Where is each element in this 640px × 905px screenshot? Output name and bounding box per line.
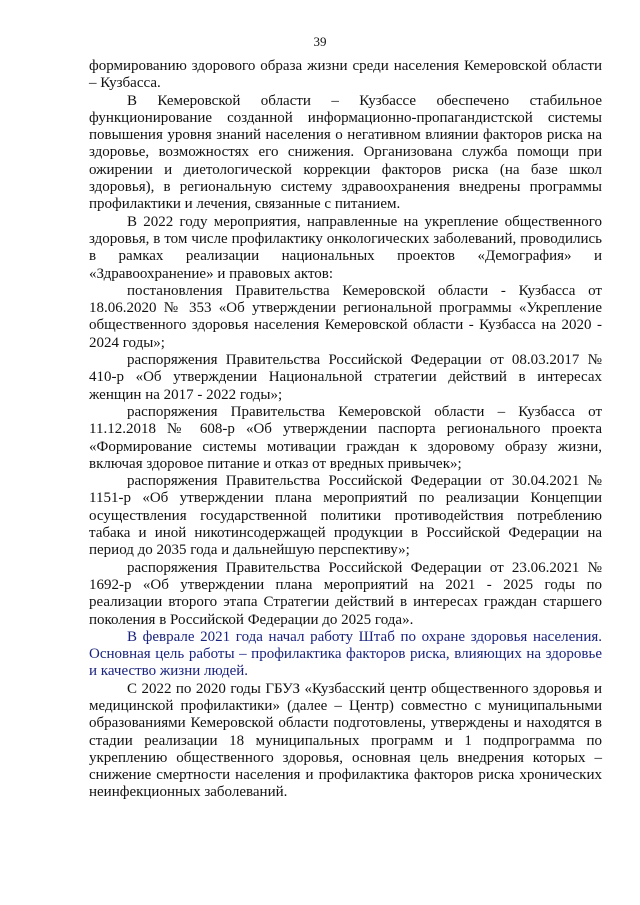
paragraph-2: В Кемеровской области – Кузбассе обеспечено стабильное функционирование созданной информационно-пропагандистской системы повышения уровня знаний населения о негативном влиянии факторов риска на здоровье, возможностях его снижения. Организована служба помощи при ожирении и диетологической коррекции факторов риска (на базе школ здоровья), в региональную систему здравоохранения внедрены программы профилактики и лечения, связанные с питанием.: [89, 92, 602, 213]
paragraph-4: постановления Правительства Кемеровской области - Кузбасса от 18.06.2020 № 353 «Об утверждении региональной программы «Укрепление общественного здоровья населения Кемеровской области - Кузбасса на 2020 - 2024 годы»;: [89, 282, 602, 351]
paragraph-10: С 2022 по 2020 годы ГБУЗ «Кузбасский центр общественного здоровья и медицинской профилактики» (далее – Центр) совместно с муниципальными образованиями Кемеровской области подготовлены, утверждены и находятся в стадии реализации 18 муниципальных программ и 1 подпрограмма по укреплению общественного здоровья, основная цель внедрения которых – снижение смертности населения и профилактика факторов риска хронических неинфекционных заболеваний.: [89, 680, 602, 801]
paragraph-7: распоряжения Правительства Российской Федерации от 30.04.2021 № 1151-р «Об утверждении плана мероприятий по реализации Концепции осуществления государственной политики противодействия потреблению табака и иной никотинсодержащей продукции в Российской Федерации на период до 2035 года и дальнейшую перспективу»;: [89, 473, 602, 559]
page-number: 39: [313, 34, 327, 49]
paragraph-8: распоряжения Правительства Российской Федерации от 23.06.2021 № 1692-р «Об утверждении плана мероприятий на 2021 - 2025 годы по реализации второго этапа Стратегии действий в интересах граждан старшего поколения в Российской Федерации до 2025 года».: [89, 559, 602, 628]
paragraph-9: В феврале 2021 года начал работу Штаб по охране здоровья населения. Основная цель работы – профилактика факторов риска, влияющих на здоровье и качество жизни людей.: [89, 628, 602, 680]
paragraph-3: В 2022 году мероприятия, направленные на укрепление общественного здоровья, в том числе профилактику онкологических заболеваний, проводились в рамках реализации национальных проектов «Демография» и «Здравоохранение» и правовых актов:: [89, 213, 602, 282]
paragraph-1: формированию здорового образа жизни среди населения Кемеровской области – Кузбасса.: [89, 58, 602, 92]
page-body: [89, 58, 602, 802]
paragraph-6: распоряжения Правительства Кемеровской области – Кузбасса от 11.12.2018 № 608-р «Об утверждении паспорта регионального проекта «Формирование системы мотивации граждан к здоровому образу жизни, включая здоровое питание и отказ от вредных привычек»;: [89, 403, 602, 472]
paragraph-5: распоряжения Правительства Российской Федерации от 08.03.2017 № 410-р «Об утверждении Национальной стратегии действий в интересах женщин на 2017 - 2022 годы»;: [89, 352, 602, 403]
